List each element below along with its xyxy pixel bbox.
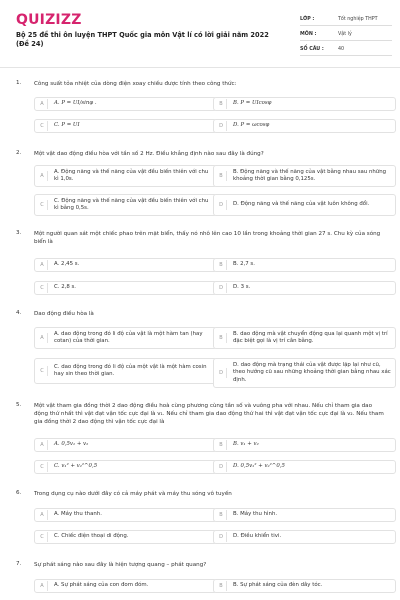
question-number: 5. bbox=[16, 402, 22, 408]
meta-row-count bbox=[300, 44, 392, 56]
option-d[interactable] bbox=[213, 119, 396, 133]
option-letter: C bbox=[37, 283, 48, 293]
option-text: B. Sự phát sáng của đèn dây tóc. bbox=[233, 582, 323, 589]
option-b[interactable] bbox=[213, 165, 396, 187]
option-text: B. P = UIcosφ bbox=[233, 100, 272, 107]
option-d[interactable] bbox=[213, 194, 396, 216]
meta-label: MÔN : bbox=[300, 32, 317, 37]
question-text: Một vật tham gia đồng thời 2 dao động điều hoà cùng phương cùng tần số và vuông pha với nhau. Nếu chỉ tham gia dao động thứ nhất thì vật đạt vận tốc cực đại là v₁. Nếu chỉ tham gia dao động thứ hai thì vật đạt vận tốc cực đại là v₂. Nếu tham gia đồng thời 2 dao động thì vận tốc cực đại là bbox=[34, 403, 384, 426]
option-letter: A bbox=[37, 260, 48, 270]
option-b[interactable] bbox=[213, 579, 396, 593]
option-c[interactable] bbox=[34, 194, 217, 216]
option-c[interactable] bbox=[34, 530, 217, 544]
option-d[interactable] bbox=[213, 358, 396, 388]
option-b[interactable] bbox=[213, 438, 396, 452]
option-text: D. Động năng và thế năng của vật luôn không đổi. bbox=[233, 201, 370, 208]
option-text: A. Máy thu thanh. bbox=[54, 511, 102, 518]
question-text: Công suất tỏa nhiệt của dòng điện xoay chiều được tính theo công thức: bbox=[34, 81, 237, 87]
option-b[interactable] bbox=[213, 327, 396, 349]
option-text: A. 0,5v₁ + v₂ bbox=[54, 441, 89, 448]
option-d[interactable] bbox=[213, 530, 396, 544]
option-a[interactable] bbox=[34, 327, 217, 349]
option-letter: A bbox=[37, 581, 48, 591]
option-text: A. Động năng và thế năng của vật đều biến thiên với chu kì 1,0s. bbox=[54, 168, 209, 182]
option-text: D. 0,5v₁² + v₂²^0,5 bbox=[233, 463, 285, 470]
option-b[interactable] bbox=[213, 258, 396, 272]
option-a[interactable] bbox=[34, 97, 217, 111]
quizizz-logo: QUIZIZZ bbox=[16, 12, 82, 28]
option-letter: B bbox=[216, 99, 227, 109]
option-c[interactable] bbox=[34, 460, 217, 474]
option-text: B. dao động mà vật chuyển động qua lại quanh một vị trí đặc biệt gọi là vị trí cân bằng. bbox=[233, 330, 388, 344]
meta-value: Vật lý bbox=[338, 32, 352, 37]
option-letter: D bbox=[216, 200, 227, 210]
option-a[interactable] bbox=[34, 165, 217, 187]
option-letter: D bbox=[216, 121, 227, 131]
option-b[interactable] bbox=[213, 97, 396, 111]
question-number: 2. bbox=[16, 150, 22, 156]
question-number: 3. bbox=[16, 230, 22, 236]
option-text: D. Điều khiển tivi. bbox=[233, 533, 282, 540]
option-text: C. Động năng và thế năng của vật đều biến thiên với chu kì bằng 0,5s. bbox=[54, 197, 209, 211]
question-number: 6. bbox=[16, 490, 22, 496]
option-letter: B bbox=[216, 581, 227, 591]
option-text: C. 2,8 s. bbox=[54, 284, 76, 291]
option-a[interactable] bbox=[34, 258, 217, 272]
meta-panel bbox=[300, 14, 392, 59]
option-c[interactable] bbox=[34, 281, 217, 295]
question-text: Dao động điều hòa là bbox=[34, 311, 94, 317]
option-letter: D bbox=[216, 283, 227, 293]
option-a[interactable] bbox=[34, 438, 217, 452]
question-text: Trong dụng cụ nào dưới đây có cả máy phát và máy thu sóng vô tuyến bbox=[34, 491, 232, 497]
option-text: A. dao động trong đó li độ của vật là một hàm tan (hay cotan) của thời gian. bbox=[54, 330, 203, 344]
question-text: Sự phát sáng nào sau đây là hiện tượng quang – phát quang? bbox=[34, 562, 207, 568]
option-letter: C bbox=[37, 366, 48, 376]
option-letter: B bbox=[216, 260, 227, 270]
option-d[interactable] bbox=[213, 281, 396, 295]
meta-value: Tốt nghiệp THPT bbox=[338, 17, 378, 22]
option-text: B. Máy thu hình. bbox=[233, 511, 278, 518]
meta-row-subject bbox=[300, 29, 392, 41]
option-c[interactable] bbox=[34, 119, 217, 133]
option-letter: B bbox=[216, 171, 227, 181]
option-b[interactable] bbox=[213, 508, 396, 522]
question-number: 1. bbox=[16, 80, 22, 86]
option-letter: C bbox=[37, 121, 48, 131]
header-divider bbox=[0, 67, 400, 68]
option-letter: B bbox=[216, 333, 227, 343]
option-text: D. dao động mà trạng thái của vật được lặp lại như cũ, theo hướng cũ sau những khoảng thời gian bằng nhau xác định. bbox=[233, 362, 391, 383]
option-letter: A bbox=[37, 333, 48, 343]
page-title: Bộ 25 đề thi ôn luyện THPT Quốc gia môn Vật lí có lời giải năm 2022 (Đề 24) bbox=[16, 31, 269, 48]
option-letter: D bbox=[216, 532, 227, 542]
option-text: C. dao động trong đó li độ của một vật là một hàm cosin hay sin theo thời gian. bbox=[54, 363, 207, 377]
option-a[interactable] bbox=[34, 508, 217, 522]
option-a[interactable] bbox=[34, 579, 217, 593]
option-letter: C bbox=[37, 200, 48, 210]
meta-label: SỐ CÂU : bbox=[300, 47, 324, 52]
meta-row-class bbox=[300, 14, 392, 26]
option-text: C. P = UI bbox=[54, 122, 80, 129]
option-letter: B bbox=[216, 440, 227, 450]
meta-label: LỚP : bbox=[300, 17, 315, 22]
question-text: Một người quan sát một chiếc phao trên mặt biển, thấy nó nhô lên cao 10 lần trong khoảng thời gian 27 s. Chu kỳ của sóng biển là bbox=[34, 231, 381, 246]
option-letter: C bbox=[37, 532, 48, 542]
option-d[interactable] bbox=[213, 460, 396, 474]
option-text: C. Chiếc điện thoại di động. bbox=[54, 533, 129, 540]
option-text: B. v₁ + v₂ bbox=[233, 441, 259, 448]
option-letter: A bbox=[37, 510, 48, 520]
option-text: B. Động năng và thế năng của vật bằng nhau sau những khoảng thời gian bằng 0,125s. bbox=[233, 168, 387, 182]
option-text: B. 2,7 s. bbox=[233, 261, 255, 268]
question-text: Một vật dao động điều hòa với tần số 2 Hz. Điều khẳng định nào sau đây là đúng? bbox=[34, 151, 264, 157]
question-number: 4. bbox=[16, 310, 22, 316]
option-text: A. P = UI/sinφ . bbox=[54, 100, 97, 107]
option-text: D. 3 s. bbox=[233, 284, 251, 291]
option-letter: D bbox=[216, 368, 227, 378]
option-letter: A bbox=[37, 99, 48, 109]
option-letter: D bbox=[216, 462, 227, 472]
option-letter: A bbox=[37, 440, 48, 450]
meta-value: 40 bbox=[338, 47, 345, 52]
option-text: D. P = ωcosφ bbox=[233, 122, 270, 129]
option-letter: A bbox=[37, 171, 48, 181]
option-c[interactable] bbox=[34, 358, 217, 384]
option-text: A. Sự phát sáng của con đom đóm. bbox=[54, 582, 149, 589]
option-letter: C bbox=[37, 462, 48, 472]
option-text: A. 2,45 s. bbox=[54, 261, 80, 268]
option-letter: B bbox=[216, 510, 227, 520]
option-text: C. v₁² + v₂²^0,5 bbox=[54, 463, 98, 470]
question-number: 7. bbox=[16, 561, 22, 567]
